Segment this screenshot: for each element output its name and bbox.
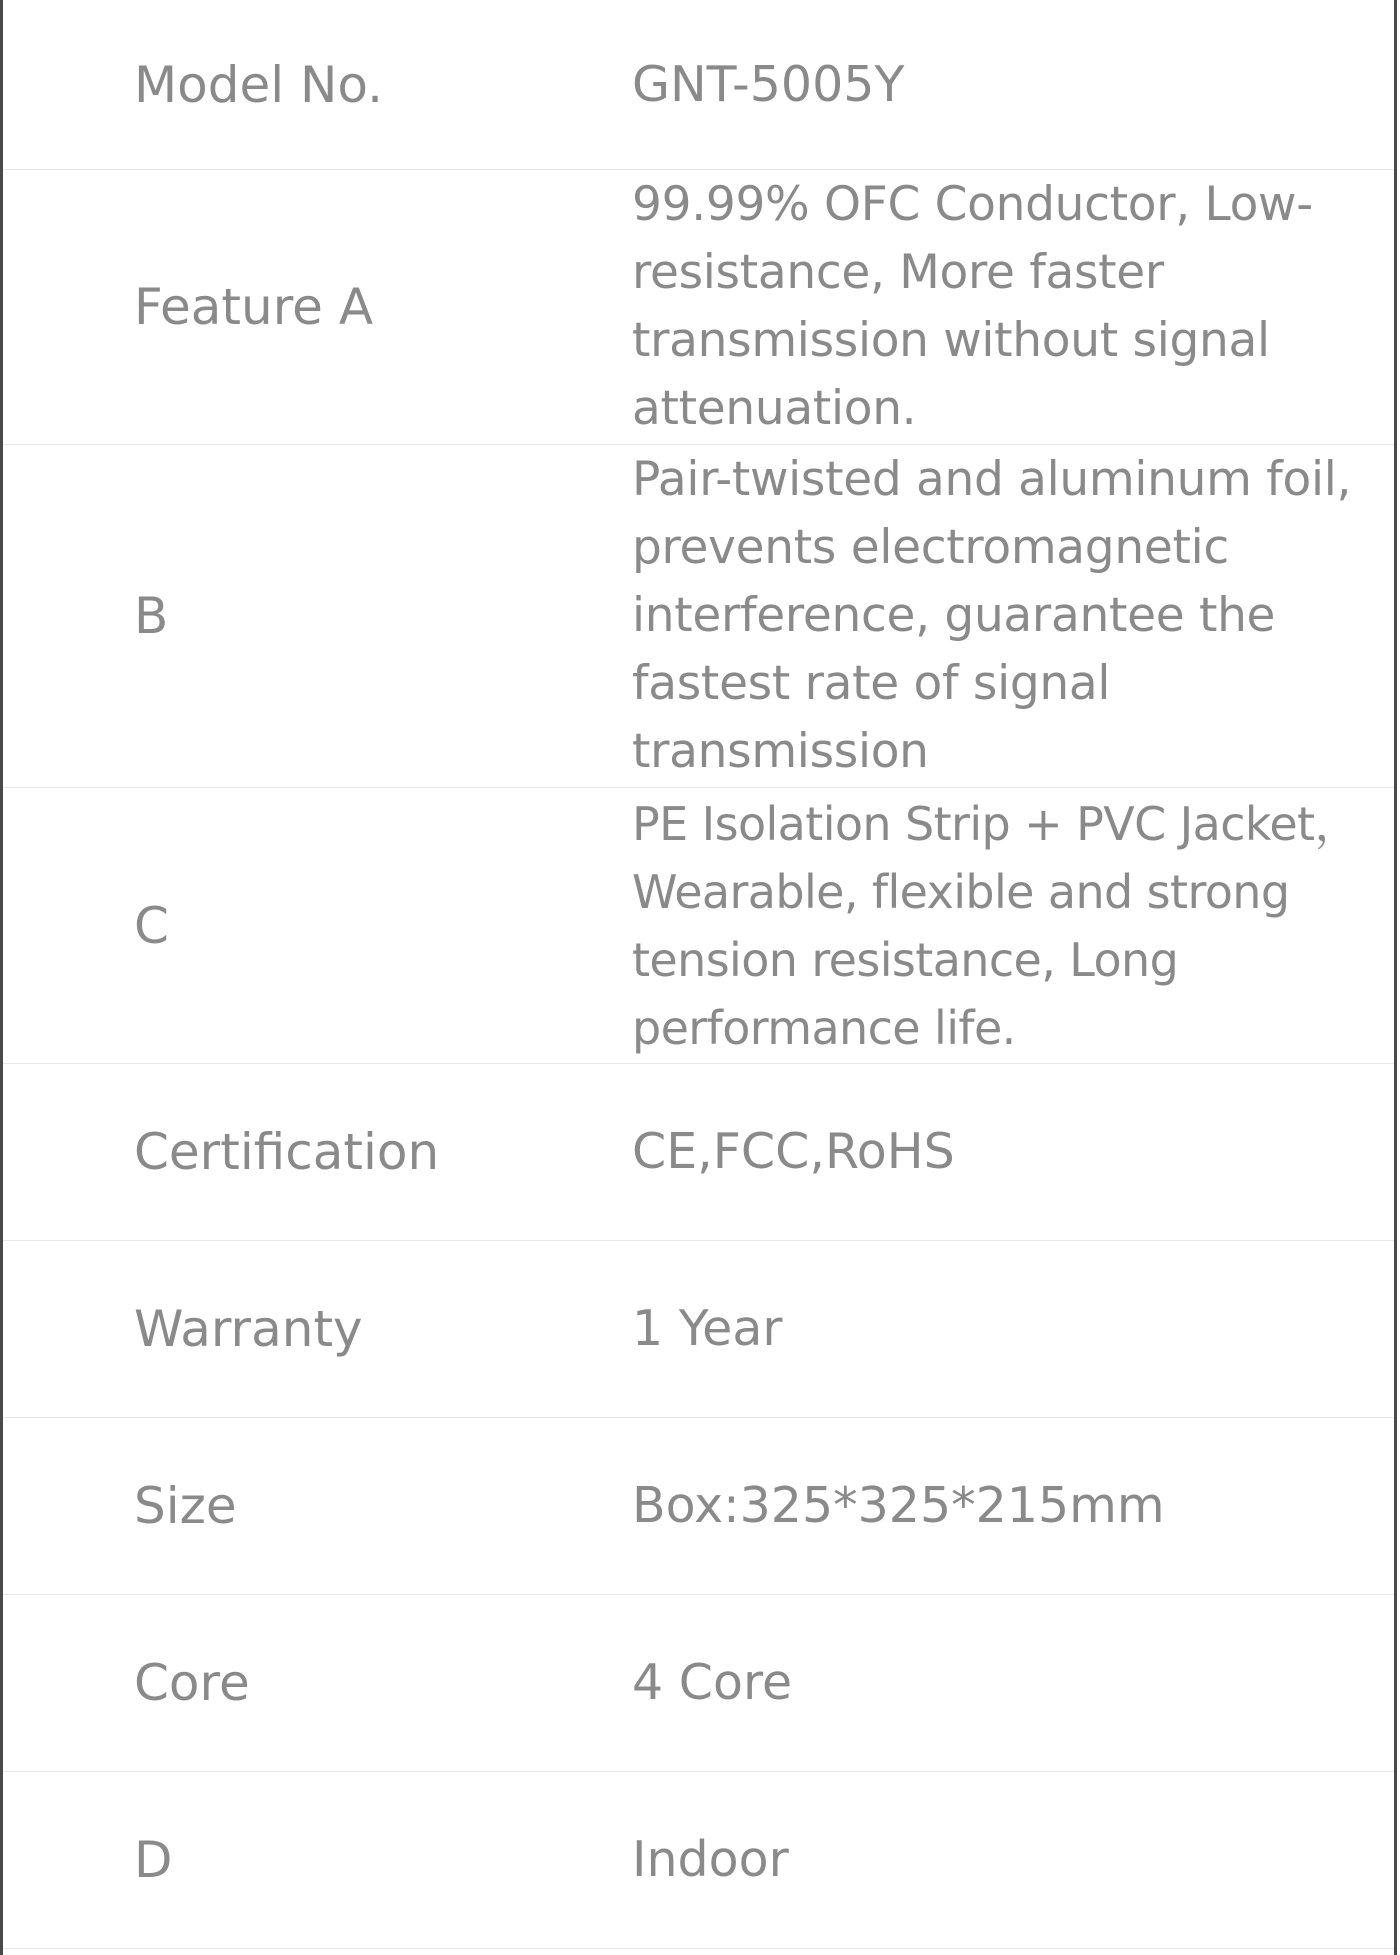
spec-label: Certification <box>134 1123 440 1181</box>
spec-row-certification <box>3 1064 1394 1241</box>
spec-value: Pair-twisted and aluminum foil, prevents electromagnetic interference, guarantee the fastest rate of signal transmission <box>632 452 1352 779</box>
spec-row-d <box>3 1772 1394 1949</box>
spec-row-feature-a <box>3 170 1394 445</box>
spec-value: 99.99% OFC Conductor, Low-resistance, More faster transmission without signal attenuation. <box>632 177 1313 436</box>
spec-row-core <box>3 1595 1394 1772</box>
spec-row-model-no <box>3 0 1394 170</box>
spec-row-size <box>3 1418 1394 1595</box>
spec-value: Box:325*325*215mm <box>632 1477 1165 1534</box>
spec-value: PE Isolation Strip + PVC Jacket， Wearable, flexible and strong tension resistance, Long performance life. <box>632 796 1360 1055</box>
spec-value: 4 Core <box>632 1654 793 1711</box>
spec-value: 1 Year <box>632 1300 783 1357</box>
spec-row-c <box>3 788 1394 1064</box>
spec-value: Indoor <box>632 1831 789 1888</box>
spec-label: Warranty <box>134 1300 363 1358</box>
spec-label: B <box>134 587 169 645</box>
spec-row-warranty <box>3 1241 1394 1418</box>
spec-value: CE,FCC,RoHS <box>632 1123 955 1180</box>
spec-label: Feature A <box>134 278 374 336</box>
spec-label: D <box>134 1831 173 1889</box>
spec-label: C <box>134 896 169 955</box>
spec-label: Model No. <box>134 55 384 114</box>
spec-value: GNT-5005Y <box>632 55 905 113</box>
spec-row-b <box>3 445 1394 788</box>
spec-label: Core <box>134 1654 250 1712</box>
spec-label: Size <box>134 1477 237 1535</box>
